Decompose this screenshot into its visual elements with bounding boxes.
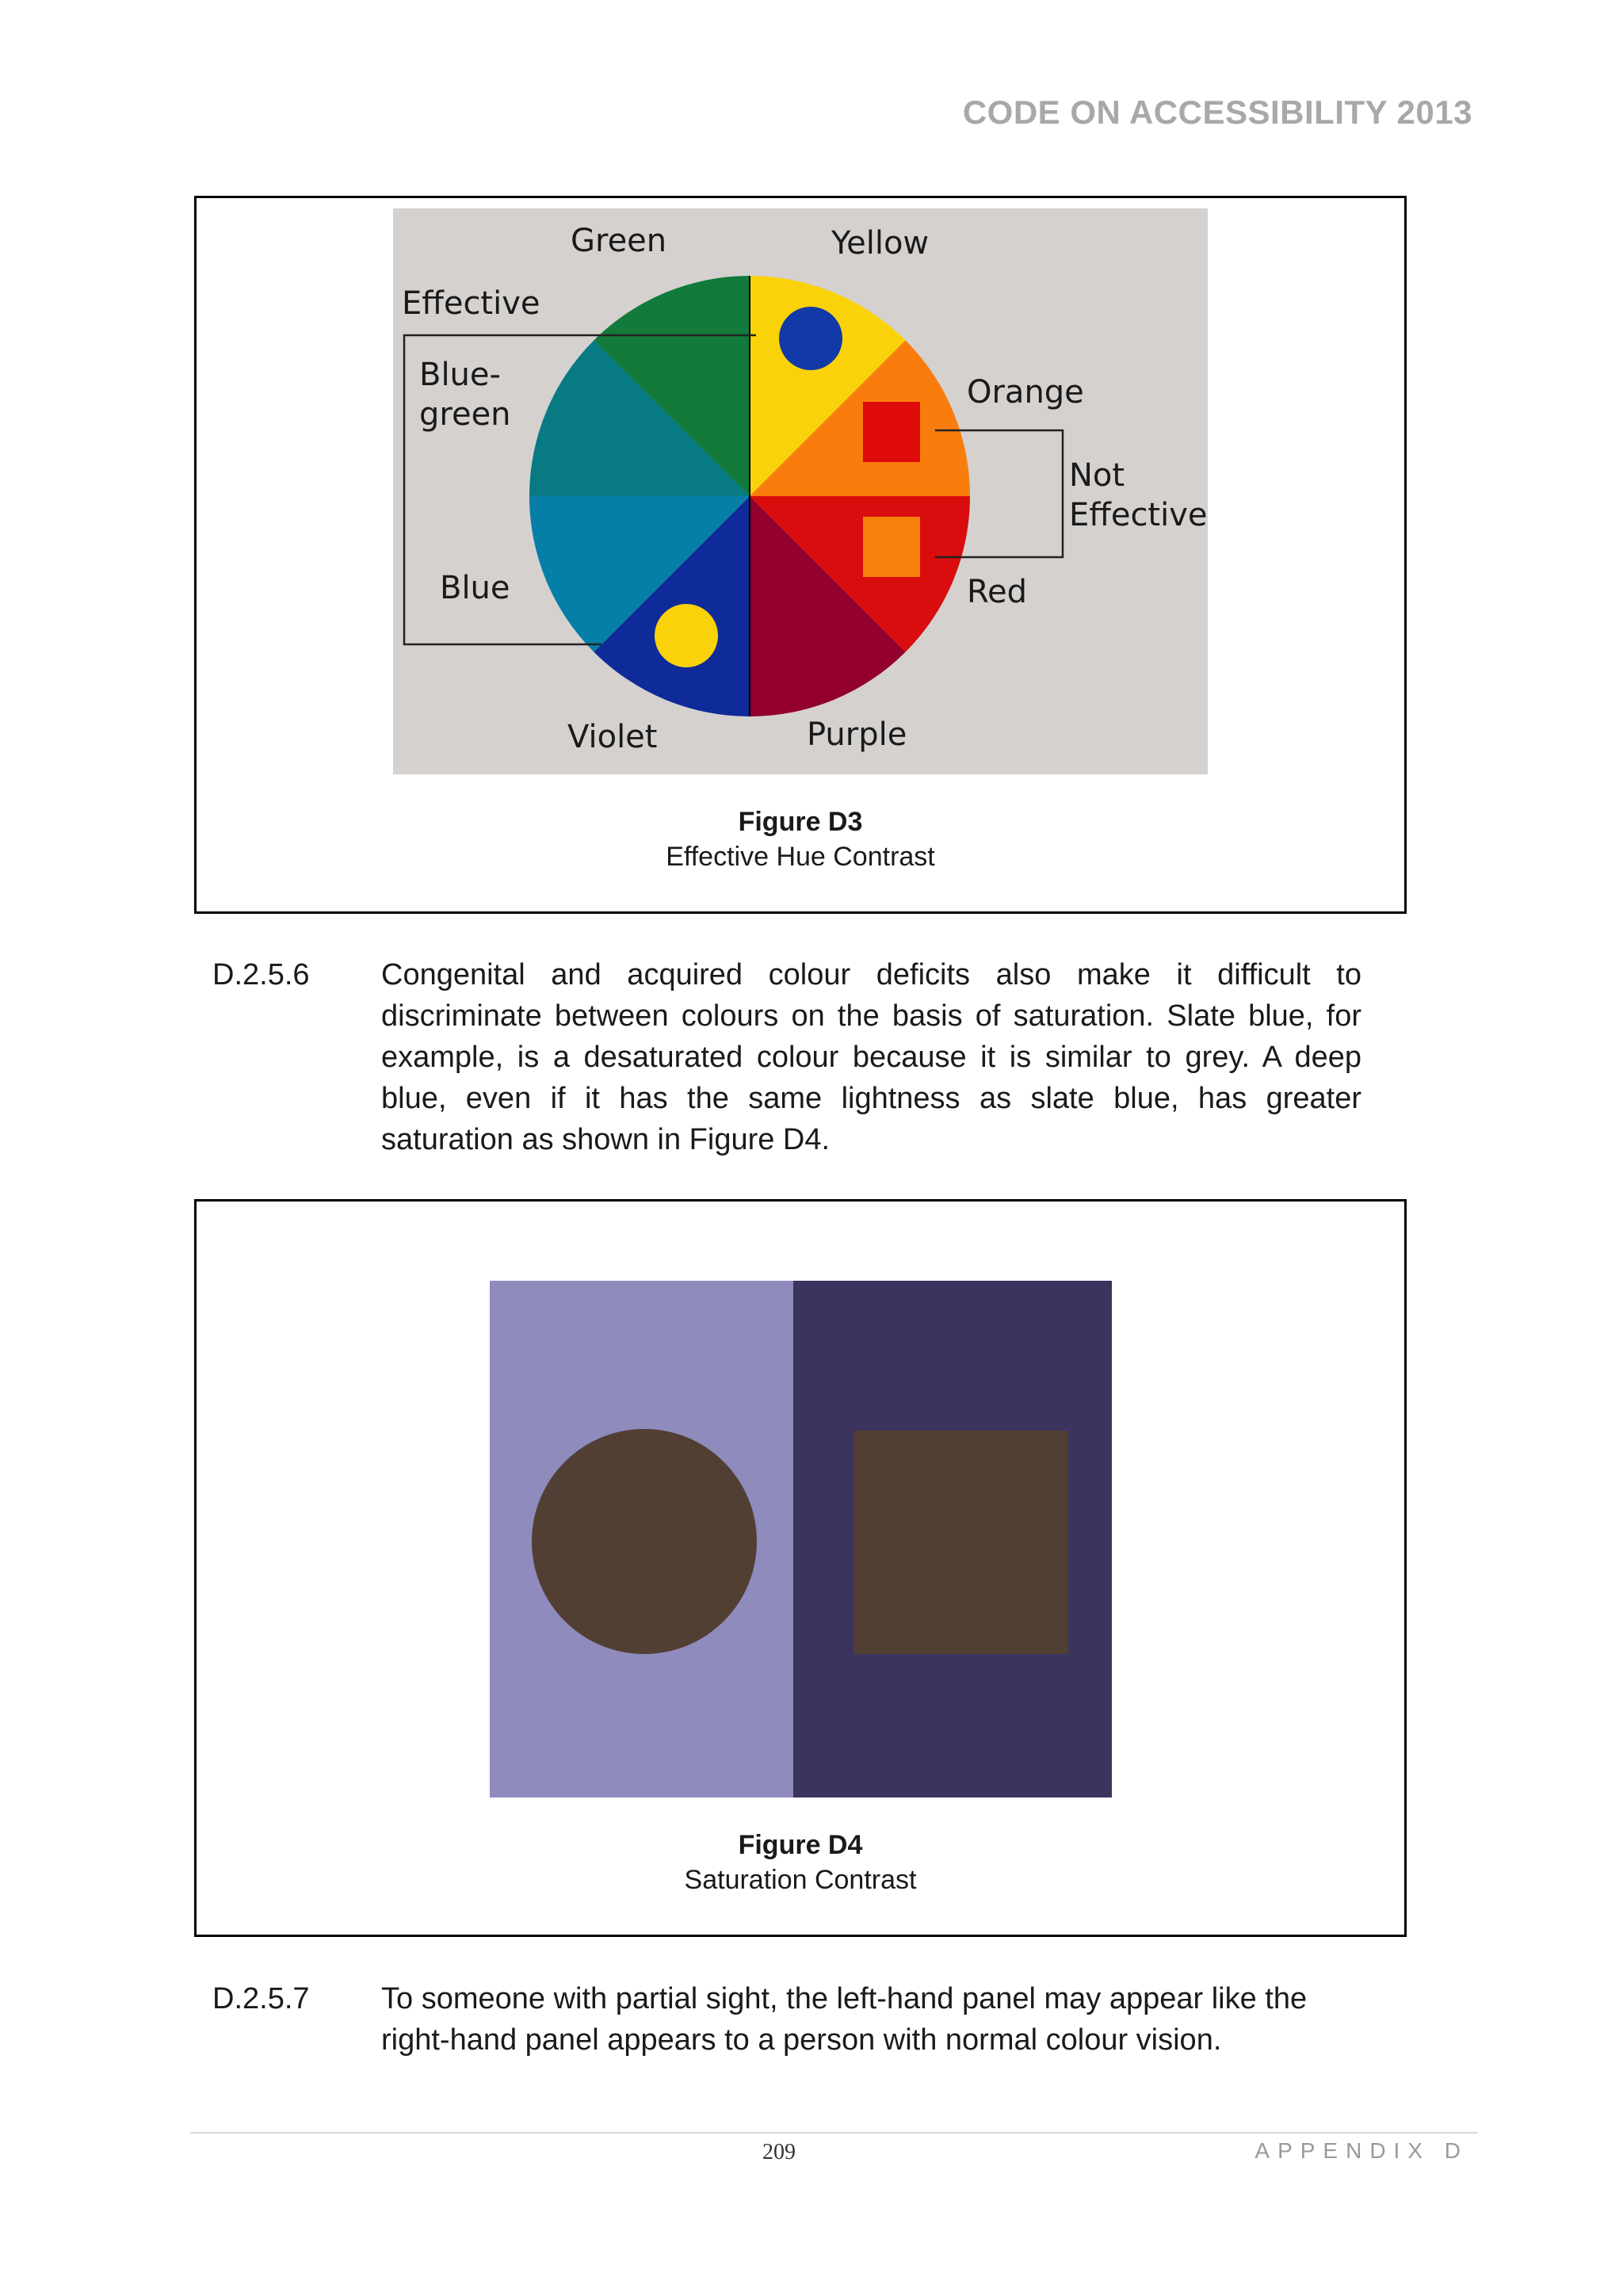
paragraph-text: To someone with partial sight, the left-hand panel may appear like the right-hand panel appears to a person with normal colour vision. [381, 1982, 1308, 2057]
document-header: CODE ON ACCESSIBILITY 2013 [962, 94, 1472, 131]
label-blue-green-2: green [419, 396, 511, 433]
label-violet: Violet [567, 719, 658, 755]
paragraph-number: D.2.5.6 [212, 958, 310, 991]
label-purple: Purple [807, 716, 907, 753]
footer-divider [190, 2132, 1478, 2134]
paragraph-number: D.2.5.7 [212, 1982, 310, 2015]
label-yellow: Yellow [831, 225, 930, 262]
figure-d4-box [194, 1199, 1407, 1937]
label-red: Red [967, 574, 1027, 610]
figure-d4-title: Figure D4 [738, 1830, 863, 1860]
label-green: Green [571, 223, 667, 259]
figure-d4-caption [197, 1828, 1404, 1897]
figure-d3-box [194, 196, 1407, 914]
figure-d4-subtitle: Saturation Contrast [684, 1865, 917, 1895]
figure-d3-subtitle: Effective Hue Contrast [666, 842, 935, 872]
blue-circle-marker [779, 307, 842, 370]
paragraph-text: Congenital and acquired colour deficits also make it difficult to discriminate between colours on the basis of saturation. Slate blue, for example, is a desaturated colour because it is similar to grey. A deep blue, even if it has the same lightness as slate blue, has greater saturation as shown in Figure D4. [381, 958, 1361, 1156]
label-blue: Blue [440, 570, 510, 606]
paragraph-d256 [212, 954, 1361, 1168]
label-effective: Effective [402, 285, 540, 322]
orange-square-marker [863, 517, 920, 577]
hue-contrast-color-wheel [393, 208, 1208, 774]
brown-circle [532, 1429, 757, 1654]
figure-d3-caption [197, 804, 1404, 874]
yellow-circle-marker [655, 604, 718, 667]
label-orange: Orange [967, 374, 1084, 411]
footer-section-label: APPENDIX D [1254, 2138, 1468, 2163]
red-square-marker [863, 402, 920, 462]
label-blue-green-1: Blue- [419, 357, 501, 393]
paragraph-d257 [212, 1978, 1361, 2073]
label-not-effective-2: Effective [1069, 497, 1208, 533]
saturation-contrast-panels [490, 1281, 1112, 1797]
page-number: 209 [762, 2140, 796, 2164]
figure-d3-title: Figure D3 [738, 807, 863, 837]
label-not-effective-1: Not [1069, 457, 1125, 494]
brown-square [854, 1431, 1068, 1654]
